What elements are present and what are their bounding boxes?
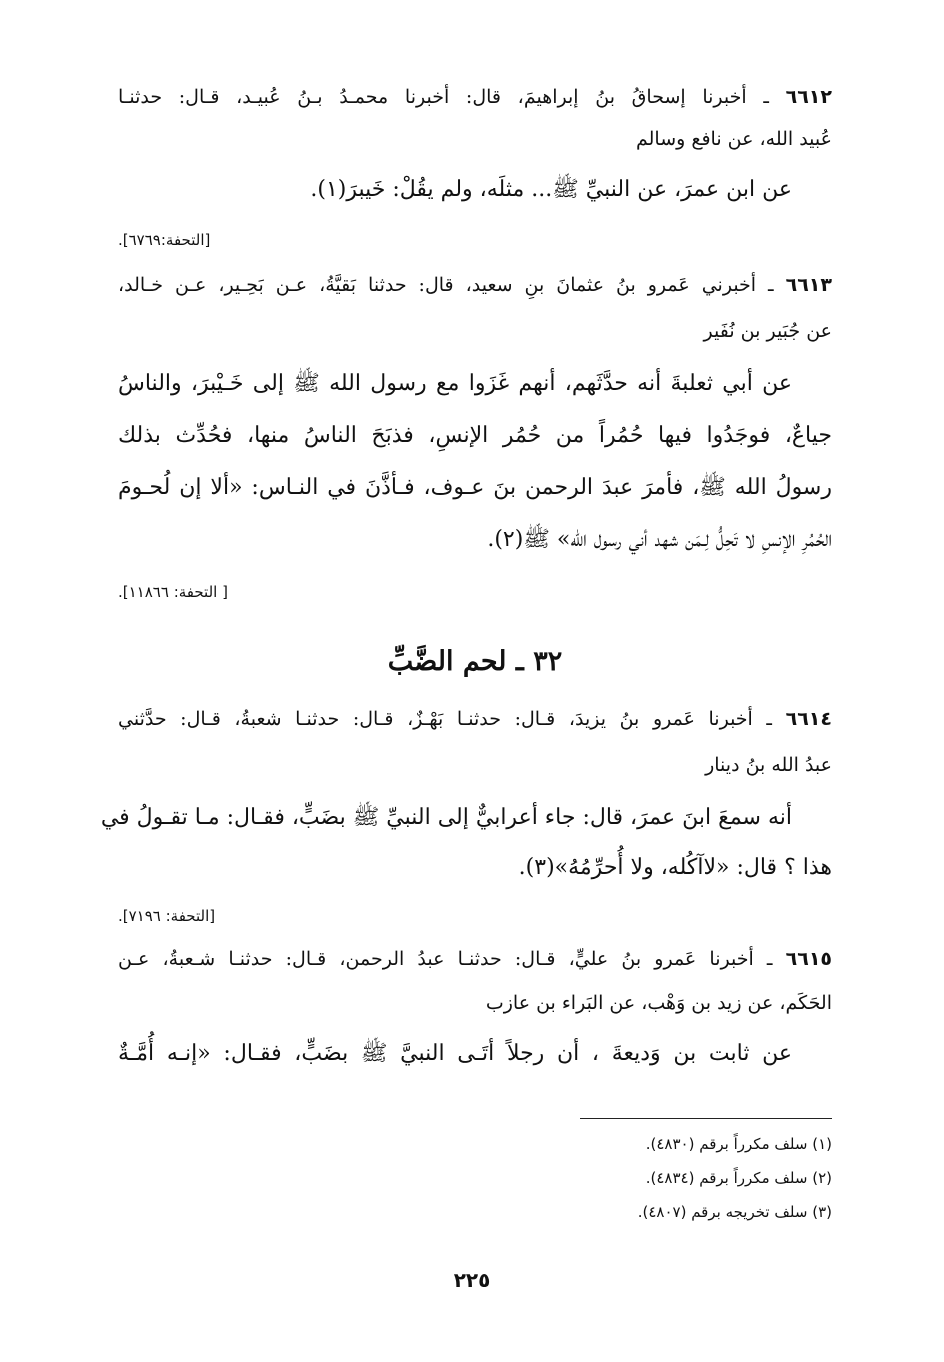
hadith-6612-tuhfa-ref: [التحفة:٦٧٦٩]. (118, 231, 211, 249)
footnote-mark: (١) (812, 1135, 832, 1153)
chapter-title: ٣٢ ـ لحم الضَّبِّ (387, 646, 563, 677)
hadith-number: ٦٦١٥ (785, 948, 833, 970)
hadith-6614-isnad-line-1 (118, 704, 832, 734)
footnote-mark: (٣) (812, 1203, 832, 1221)
hadith-6612-isnad-line-2: عُبيد الله، عن نافع وسالم (635, 128, 832, 150)
hadith-6614-tuhfa-ref: [التحفة: ٧١٩٦]. (118, 907, 216, 925)
hadith-6614-matn-line-2: هذا ؟ قال: «لاآكُله، ولا أُحرِّمُهُ»(٣). (518, 855, 832, 880)
isnad-text: ـ أخبرنا عَمرو بنُ يزيدَ، قـال: حدثنـا بَهْـزٌ، قـال: حدثنـا شعبةُ، قـال: حدَّثني (118, 708, 772, 730)
hadith-6613-tuhfa-ref: [ التحفة: ١١٨٦٦]. (118, 583, 228, 601)
hadith-6614-isnad-line-2: عبدُ الله بنُ دينار (705, 754, 832, 776)
page-number: ٢٢٥ (453, 1268, 491, 1292)
hadith-number: ٦٦١٣ (785, 274, 832, 296)
hadith-6613-isnad-line-1 (118, 270, 832, 300)
footnote-text: سلف مكرراً برقم (٤٨٣٠). (645, 1135, 808, 1153)
footnote-2 (480, 1166, 832, 1190)
hadith-number: ٦٦١٢ (785, 86, 832, 108)
hadith-6615-matn-line-1: عن ثابت بن وَديعةَ ، أن رجلاً أتَـى النبيَّ ﷺ بضَبٍّ، فقـال: «إنـه أُمَّـةٌ (118, 1041, 792, 1066)
isnad-text: ـ أخبرنا عَمرو بنُ عليٍّ، قـال: حدثنـا عبدُ الرحمن، قـال: حدثنـا شـعبةُ، عـن (118, 948, 773, 970)
hadith-6613-matn-line-2: جياعٌ، فوجَدُوا فيها حُمُراً من حُمُر الإنسِ، فذبَحَ الناسُ منها، فحُدِّث بذلك (118, 423, 832, 448)
hadith-6614-matn-line-1: أنه سمعَ ابنَ عمرَ، قال: جاء أعرابيٌّ إلى النبيِّ ﷺ بضَبٍّ، فقـال: مـا تقـولُ في (100, 805, 792, 830)
hadith-6612-matn-line-1: عن ابن عمرَ، عن النبيِّ ﷺ... مثلَه، ولم يقُلْ: خَيبرَ(١). (310, 177, 792, 202)
footnote-divider (580, 1118, 832, 1119)
isnad-text: ـ أخبرنا إسحاقُ بنُ إبراهيمَ، قال: أخبرنا محمـدُ بـنُ عُبيـد، قـال: حدثنـا (118, 86, 769, 108)
hadith-6613-matn-line-4: الحُمُرِ الإنسِ لا تَحِلُّ لِـمَن شهد أني رسول الله» ﷺ(٢). (487, 527, 832, 552)
hadith-6613-matn-line-1: عن أبي ثعلبةَ أنه حدَّثَهم، أنهم غَزَوا مع رسول الله ﷺ إلى خَـيْبرَ، والناسُ (118, 371, 792, 396)
hadith-6615-isnad-line-1 (118, 944, 832, 974)
footnote-mark: (٢) (812, 1169, 832, 1187)
footnote-text: سلف تخريجه برقم (٤٨٠٧). (637, 1203, 808, 1221)
hadith-6615-isnad-line-2: الحَكَم، عن زيد بن وَهْب، عن البَراء بن عازب (485, 992, 832, 1014)
hadith-number: ٦٦١٤ (785, 708, 832, 730)
footnote-text: سلف مكرراً برقم (٤٨٣٤). (645, 1169, 808, 1187)
footnote-1 (480, 1132, 832, 1156)
isnad-text: ـ أخبرني عَمرو بنُ عثمانَ بنِ سعيد، قال: حدثنا بَقيَّةُ، عـن بَحِـير، عـن خـالد، (118, 274, 774, 296)
hadith-6613-matn-line-3: رسولُ الله ﷺ، فأمرَ عبدَ الرحمن بنَ عـوف، فـأذَّنَ في النـاس: «ألا إن لُحـومَ (118, 475, 832, 500)
hadith-6612-isnad-line-1 (118, 82, 832, 112)
hadith-6613-isnad-line-2: عن جُبَير بن نُفَير (703, 320, 832, 342)
footnote-3 (480, 1200, 832, 1224)
